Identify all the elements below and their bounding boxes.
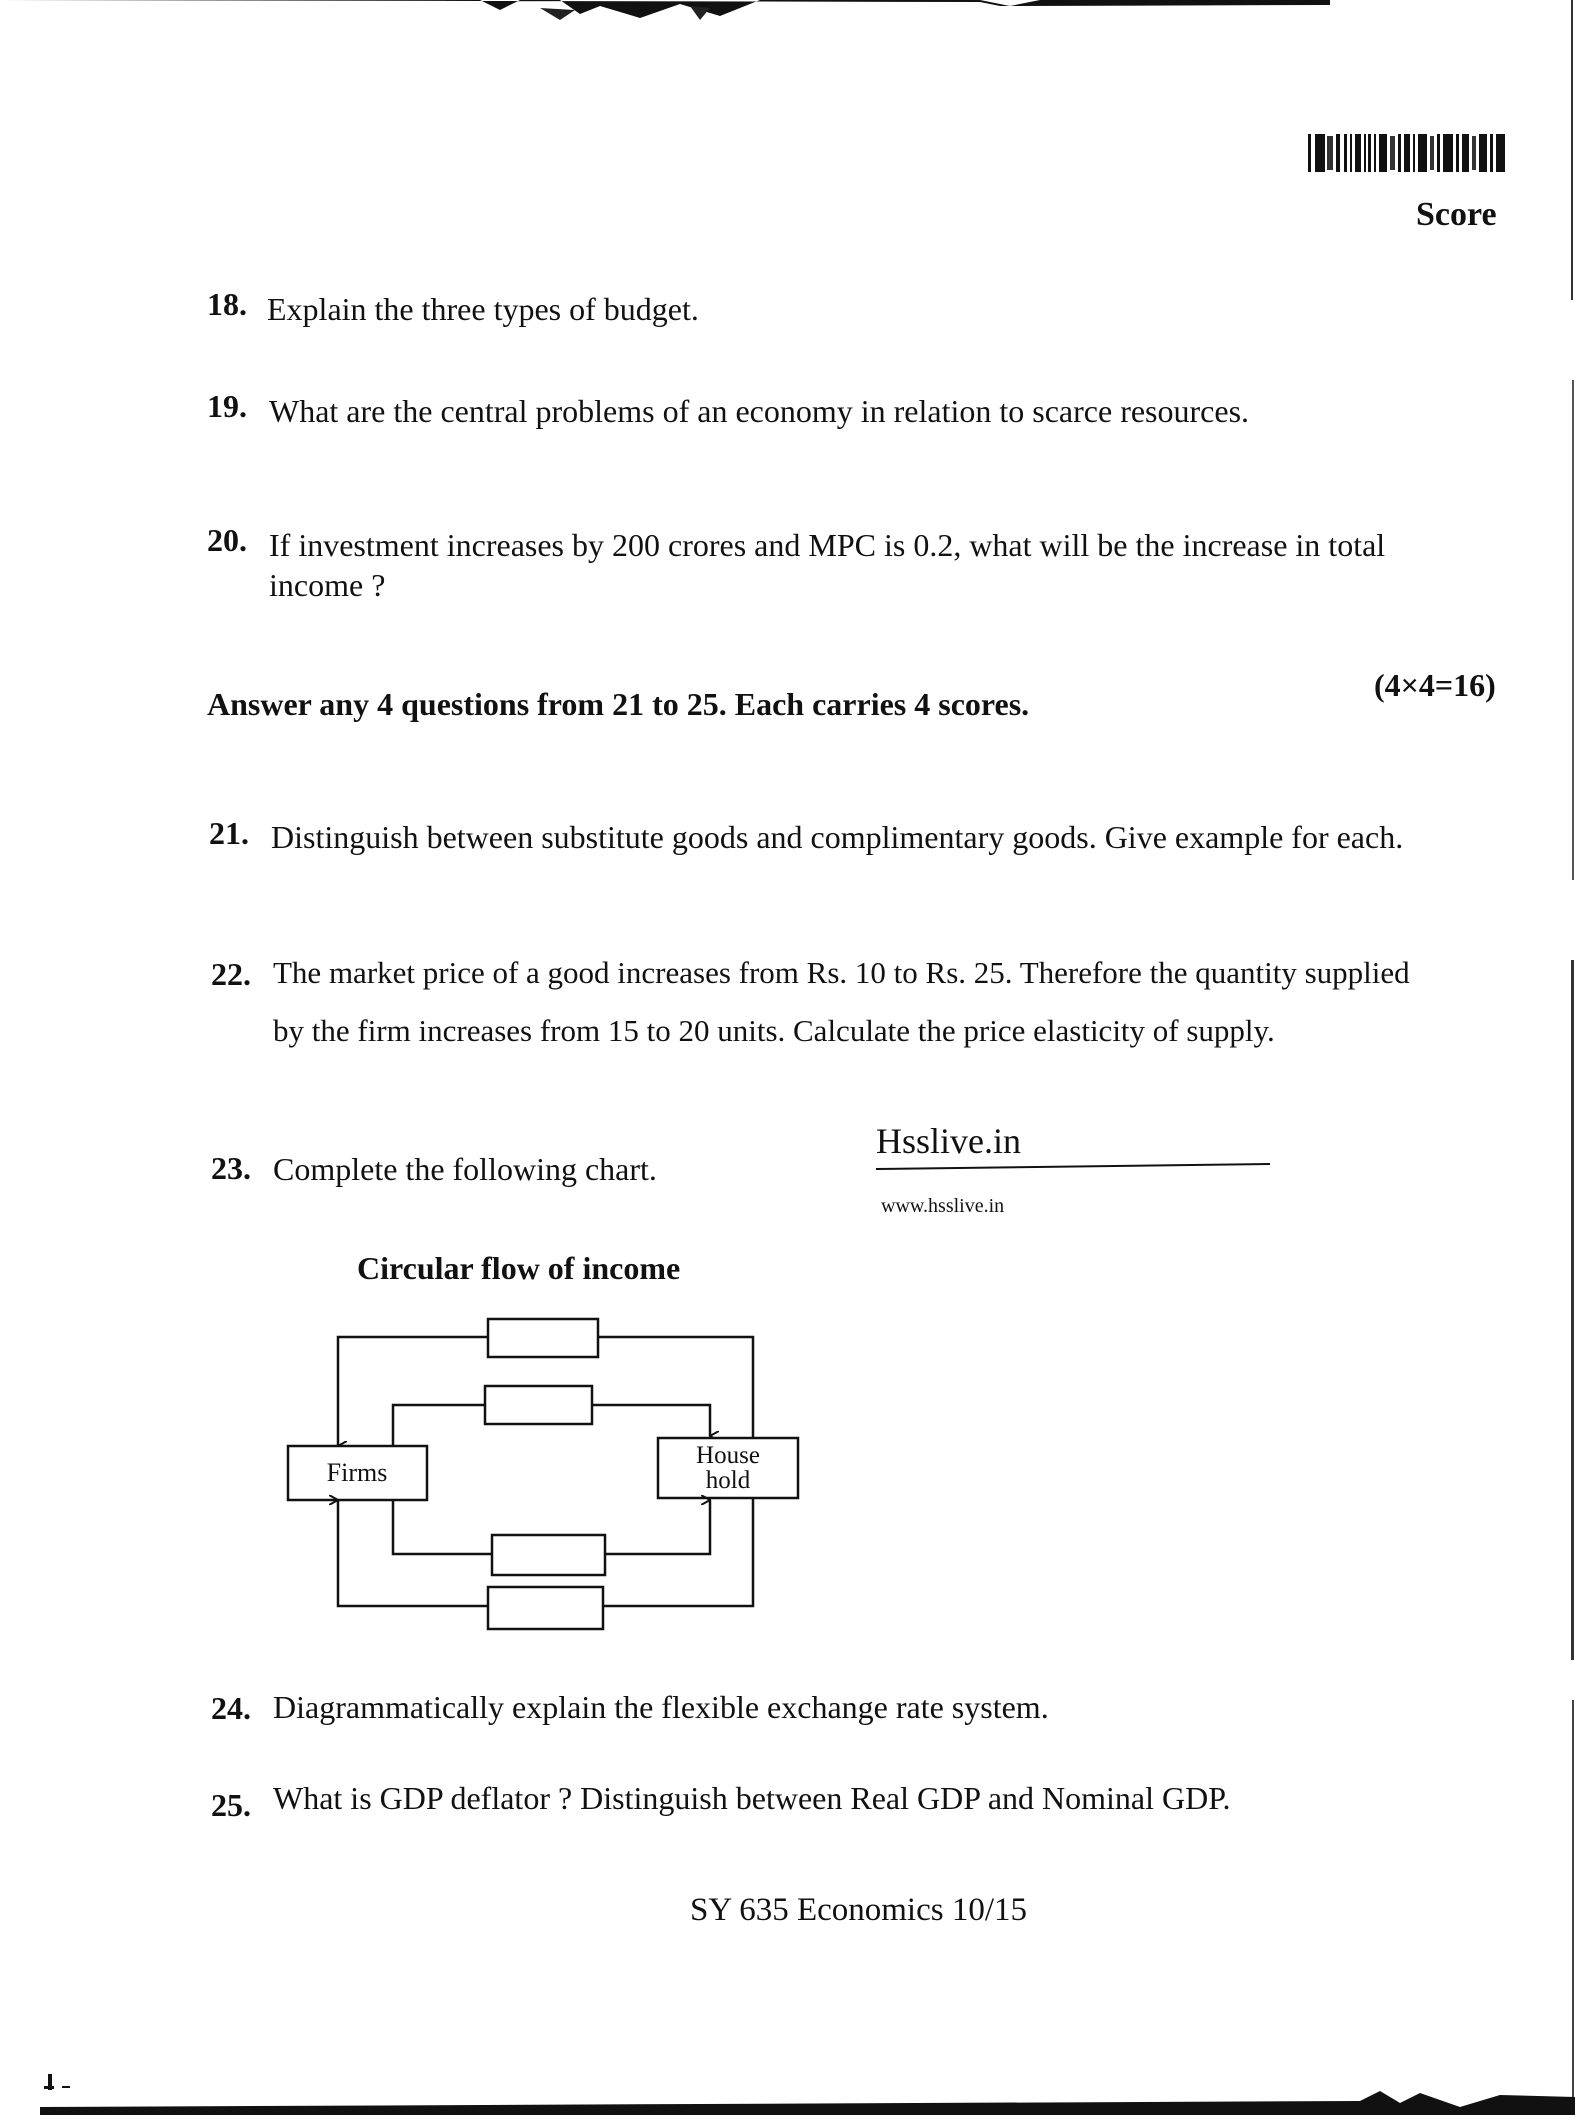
question-number: 21. <box>209 815 249 851</box>
blank-box-outer-top <box>488 1319 598 1357</box>
blank-box-inner-top <box>485 1386 592 1424</box>
question-text-line-1: If investment increases by 200 crores and MPC is 0.2, what will be the increase in total <box>269 527 1386 563</box>
question-text: Explain the three types of budget. <box>267 291 699 327</box>
circular-flow-diagram <box>280 1310 810 1650</box>
outer-top-flow-right <box>598 1337 753 1440</box>
question-text-line-1: The market price of a good increases from Rs. 10 to Rs. 25. Therefore the quantity supplied <box>273 955 1410 990</box>
question-text: Complete the following chart. <box>273 1151 657 1187</box>
outer-bottom-flow-right <box>603 1498 753 1606</box>
question-number: 23. <box>211 1150 251 1186</box>
scan-artifact-top <box>0 0 1575 22</box>
inner-bottom-flow-left <box>393 1500 492 1554</box>
question-number: 19. <box>207 388 247 424</box>
inner-top-flow-left <box>393 1405 485 1446</box>
question-number: 25. <box>211 1787 251 1823</box>
scan-artifact-bottom-bar <box>0 2087 1575 2115</box>
section-marks: (4×4=16) <box>1374 667 1496 703</box>
watermark-url: www.hsslive.in <box>881 1195 1005 1217</box>
question-number: 20. <box>207 522 247 558</box>
question-text: Diagrammatically explain the flexible exchange rate system. <box>273 1689 1049 1725</box>
blank-box-inner-bottom <box>492 1535 605 1575</box>
firms-label: Firms <box>326 1458 388 1487</box>
question-text: Distinguish between substitute goods and complimentary goods. Give example for each. <box>271 819 1404 855</box>
inner-top-flow-right <box>592 1405 710 1436</box>
watermark-underline <box>876 1162 1270 1170</box>
question-text-line-2: income ? <box>269 567 386 603</box>
inner-bottom-flow-right <box>605 1500 710 1554</box>
watermark-text: Hsslive.in <box>876 1121 1022 1161</box>
chart-title: Circular flow of income <box>357 1250 681 1286</box>
household-label-line-2: hold <box>705 1467 751 1494</box>
question-text-line-2: by the firm increases from 15 to 20 units. Calculate the price elasticity of supply. <box>273 1013 1275 1048</box>
corner-crop-mark <box>40 2072 80 2096</box>
footer-paper-code: SY 635 Economics 10/15 <box>690 1892 1028 1928</box>
blank-box-outer-bottom <box>488 1587 603 1629</box>
household-label-line-1: House <box>696 1442 760 1469</box>
question-text: What are the central problems of an economy in relation to scarce resources. <box>269 393 1250 429</box>
section-instruction: Answer any 4 questions from 21 to 25. Each carries 4 scores. <box>207 686 1030 722</box>
question-text: What is GDP deflator ? Distinguish between Real GDP and Nominal GDP. <box>273 1780 1231 1816</box>
question-number: 24. <box>211 1690 251 1726</box>
barcode-image <box>1308 134 1508 172</box>
score-label: Score <box>1416 196 1497 233</box>
question-number: 18. <box>207 286 247 322</box>
question-number: 22. <box>211 956 251 992</box>
outer-top-flow <box>338 1337 488 1446</box>
scan-artifact-right-edge <box>1565 0 1575 2115</box>
